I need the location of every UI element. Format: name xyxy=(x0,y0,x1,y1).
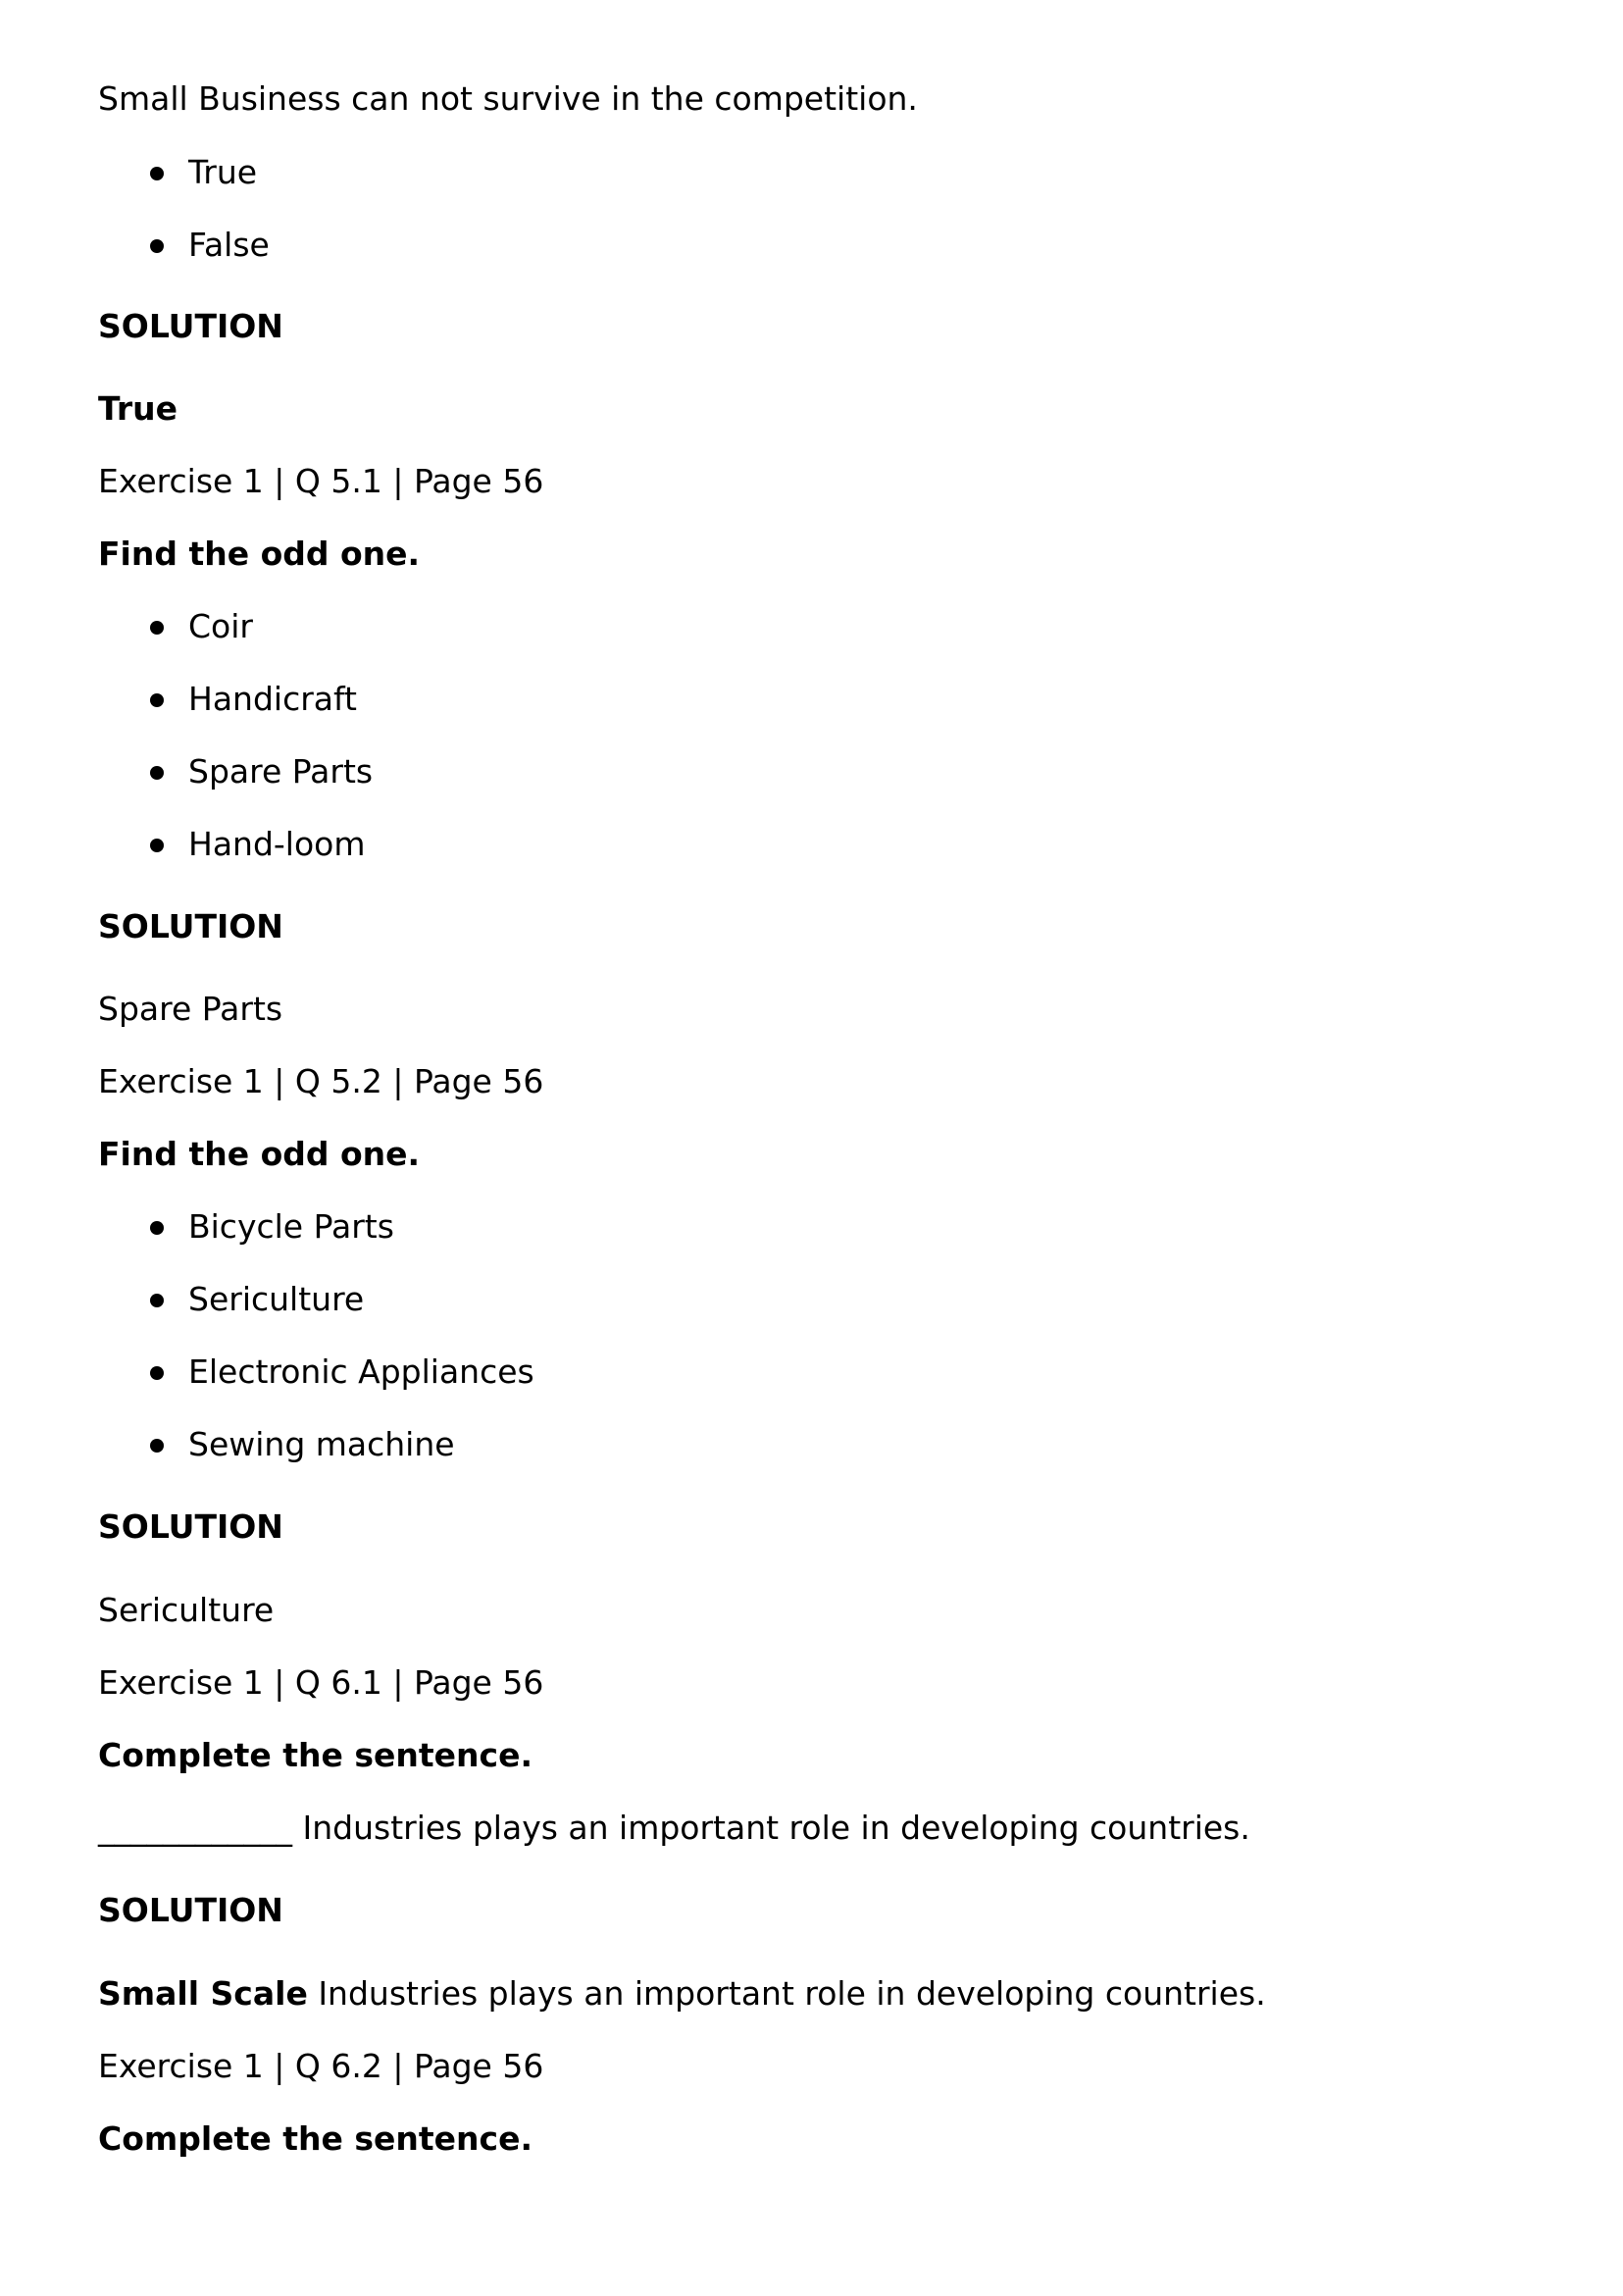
option-item: Sericulture xyxy=(188,1280,365,1318)
option-item: Handicraft xyxy=(188,680,357,718)
option-item: Sewing machine xyxy=(188,1425,455,1463)
bullet-icon xyxy=(150,621,164,635)
solution-answer: Spare Parts xyxy=(98,990,283,1028)
bullet-icon xyxy=(150,1221,164,1235)
solution-heading: SOLUTION xyxy=(98,1891,283,1929)
solution-heading: SOLUTION xyxy=(98,1507,283,1546)
solution-heading: SOLUTION xyxy=(98,307,283,345)
bullet-icon xyxy=(150,693,164,707)
option-item: Electronic Appliances xyxy=(188,1352,534,1391)
bullet-icon xyxy=(150,167,164,180)
bullet-icon xyxy=(150,1439,164,1453)
exercise-reference: Exercise 1 | Q 6.2 | Page 56 xyxy=(98,2047,544,2085)
question-prompt: Find the odd one. xyxy=(98,1135,421,1173)
exercise-reference: Exercise 1 | Q 5.2 | Page 56 xyxy=(98,1062,544,1100)
question-text: Small Business can not survive in the competition. xyxy=(98,79,918,118)
question-prompt: Complete the sentence. xyxy=(98,1736,533,1774)
solution-answer: Sericulture xyxy=(98,1591,275,1629)
bullet-icon xyxy=(150,1294,164,1307)
answer-highlight: Small Scale xyxy=(98,1974,308,2013)
question-prompt: Complete the sentence. xyxy=(98,2119,533,2158)
answer-rest: Industries plays an important role in developing countries. xyxy=(307,1974,1266,2013)
bullet-icon xyxy=(150,1366,164,1380)
bullet-icon xyxy=(150,839,164,852)
exercise-reference: Exercise 1 | Q 5.1 | Page 56 xyxy=(98,462,544,500)
solution-answer xyxy=(98,1974,1266,2014)
option-item: Bicycle Parts xyxy=(188,1207,394,1246)
bullet-icon xyxy=(150,766,164,780)
option-item: Hand-loom xyxy=(188,825,366,863)
option-item: True xyxy=(188,153,258,191)
exercise-reference: Exercise 1 | Q 6.1 | Page 56 xyxy=(98,1663,544,1702)
option-item: False xyxy=(188,226,270,264)
option-item: Spare Parts xyxy=(188,752,374,791)
solution-answer: True xyxy=(98,389,178,428)
option-item: Coir xyxy=(188,607,253,645)
solution-heading: SOLUTION xyxy=(98,907,283,945)
question-prompt: Find the odd one. xyxy=(98,535,421,573)
bullet-icon xyxy=(150,239,164,253)
fill-in-sentence: ____________ Industries plays an important role in developing countries. xyxy=(98,1809,1250,1847)
